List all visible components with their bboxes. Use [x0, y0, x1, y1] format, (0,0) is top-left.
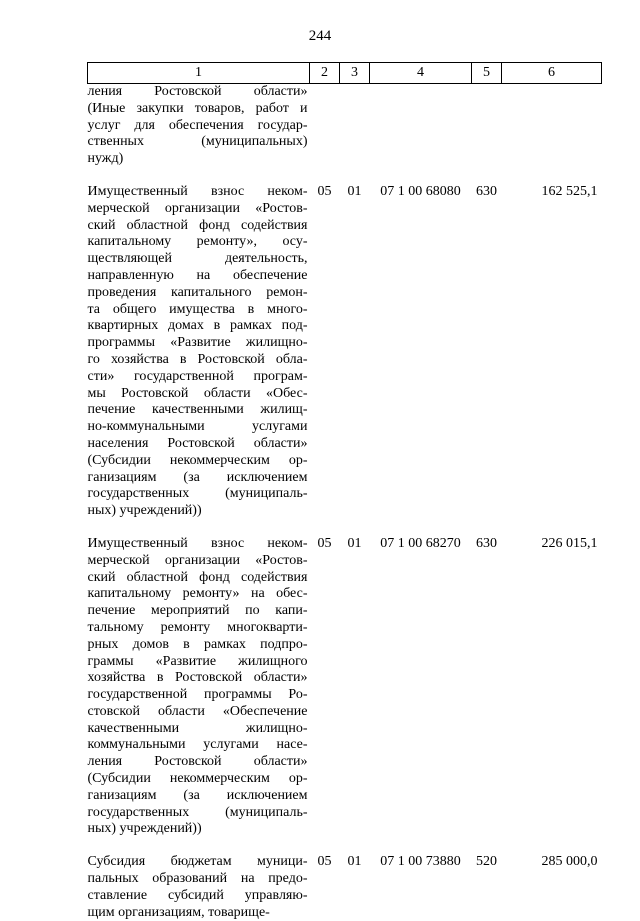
description-line: направленную на обеспечение — [87, 267, 308, 283]
description-line: го хозяйства в Ростовской обла- — [87, 351, 308, 367]
description-line: нужд) — [87, 151, 124, 167]
description-line: услуг для обеспечения государ- — [87, 117, 308, 133]
description-line: граммы «Развитие жилищного — [87, 653, 308, 669]
row-description — [88, 854, 310, 921]
header-col-4: 4 — [370, 63, 472, 84]
header-col-3: 3 — [340, 63, 370, 84]
description-line: качественными жилищно- — [87, 720, 308, 736]
target-article-code: 07 1 00 68270 — [380, 535, 461, 551]
table-row — [88, 536, 602, 838]
header-col-1: 1 — [88, 63, 310, 84]
description-line: тальному ремонту многокварти- — [87, 619, 308, 635]
description-line: ганизациям (за исключением — [87, 787, 308, 803]
description-line: мерческой организации «Ростов- — [87, 552, 308, 568]
description-line: программы «Развитие жилищно- — [87, 335, 308, 351]
description-line: печение мероприятий по капи- — [87, 603, 308, 619]
description-line: ления Ростовской области» — [87, 754, 308, 770]
row-spacer — [88, 838, 602, 854]
description-line: государственных (муниципаль- — [87, 804, 308, 820]
expense-type-code: 520 — [476, 854, 497, 870]
description-line: мерческой организации «Ростов- — [87, 200, 308, 216]
description-line: (Субсидии некоммерческим ор- — [87, 771, 308, 787]
description-line: мы Ростовской области «Обес- — [87, 385, 308, 401]
description-line: хозяйства в Ростовской области» — [87, 670, 308, 686]
amount-value: 162 525,1 — [541, 183, 598, 199]
description-line: ский областной фонд содействия — [87, 217, 308, 233]
description-line: пальных образований на предо- — [87, 871, 308, 887]
amount-value — [502, 84, 602, 168]
target-article-code: 07 1 00 73880 — [380, 854, 461, 870]
subsection-code: 01 — [347, 535, 362, 551]
target-article-code — [370, 84, 472, 168]
description-line: проведения капитального ремон- — [87, 284, 308, 300]
page-number: 244 — [308, 28, 332, 44]
expense-type-code — [472, 84, 502, 168]
description-line: ганизациям (за исключением — [87, 469, 308, 485]
description-line: капитальному ремонту», осу- — [87, 234, 308, 250]
row-spacer — [88, 520, 602, 536]
description-line: населения Ростовской области» — [87, 435, 308, 451]
row-description — [88, 536, 310, 838]
header-col-2: 2 — [310, 63, 340, 84]
description-line: ществляющей деятельность, — [87, 251, 308, 267]
table-header-row — [88, 63, 602, 84]
table-row — [88, 854, 602, 921]
description-line: печение качественными жилищ- — [87, 402, 308, 418]
description-line: квартирных домах в рамках под- — [87, 318, 308, 334]
expense-type-code: 630 — [476, 183, 497, 199]
description-line: ных) учреждений)) — [87, 503, 202, 519]
header-col-5: 5 — [472, 63, 502, 84]
description-line: (Иные закупки товаров, работ и — [87, 100, 308, 116]
description-line: коммунальными услугами насе- — [87, 737, 308, 753]
row-description — [88, 84, 310, 168]
description-line: ский областной фонд содействия — [87, 569, 308, 585]
description-line: но-коммунальными услугами — [87, 419, 308, 435]
section-code: 05 — [317, 183, 332, 199]
section-code: 05 — [317, 535, 332, 551]
description-line: ных) учреждений)) — [87, 821, 202, 837]
description-line: ственных (муниципальных) — [87, 134, 308, 150]
section-code: 05 — [317, 854, 332, 870]
table-row — [88, 184, 602, 520]
description-line: щим организациям, товарище- — [87, 904, 270, 920]
description-line: государственных (муниципаль- — [87, 486, 308, 502]
subsection-code — [340, 84, 370, 168]
subsection-code: 01 — [347, 183, 362, 199]
expense-type-code: 630 — [476, 535, 497, 551]
description-line: Имущественный взнос неком- — [87, 183, 308, 199]
amount-value: 285 000,0 — [541, 854, 598, 870]
description-line: стовской области «Обеспечение — [87, 703, 308, 719]
description-line: Имущественный взнос неком- — [87, 535, 308, 551]
description-line: Субсидия бюджетам муници- — [87, 854, 308, 870]
description-line: та общего имущества в много- — [87, 301, 308, 317]
section-code — [310, 84, 340, 168]
budget-table — [87, 62, 602, 921]
row-spacer — [88, 168, 602, 184]
description-line: государственной программы Ро- — [87, 687, 308, 703]
row-description — [88, 184, 310, 520]
subsection-code: 01 — [347, 854, 362, 870]
description-line: капитальному ремонту» на обес- — [87, 586, 308, 602]
amount-value: 226 015,1 — [541, 535, 598, 551]
description-line: сти» государственной програм- — [87, 368, 308, 384]
description-line: ставление субсидий управляю- — [87, 887, 308, 903]
table-row — [88, 84, 602, 168]
target-article-code: 07 1 00 68080 — [380, 183, 461, 199]
description-line: рных домов в рамках подпро- — [87, 636, 308, 652]
header-col-6: 6 — [502, 63, 602, 84]
description-line: (Субсидии некоммерческим ор- — [87, 452, 308, 468]
description-line: ления Ростовской области» — [87, 84, 308, 99]
